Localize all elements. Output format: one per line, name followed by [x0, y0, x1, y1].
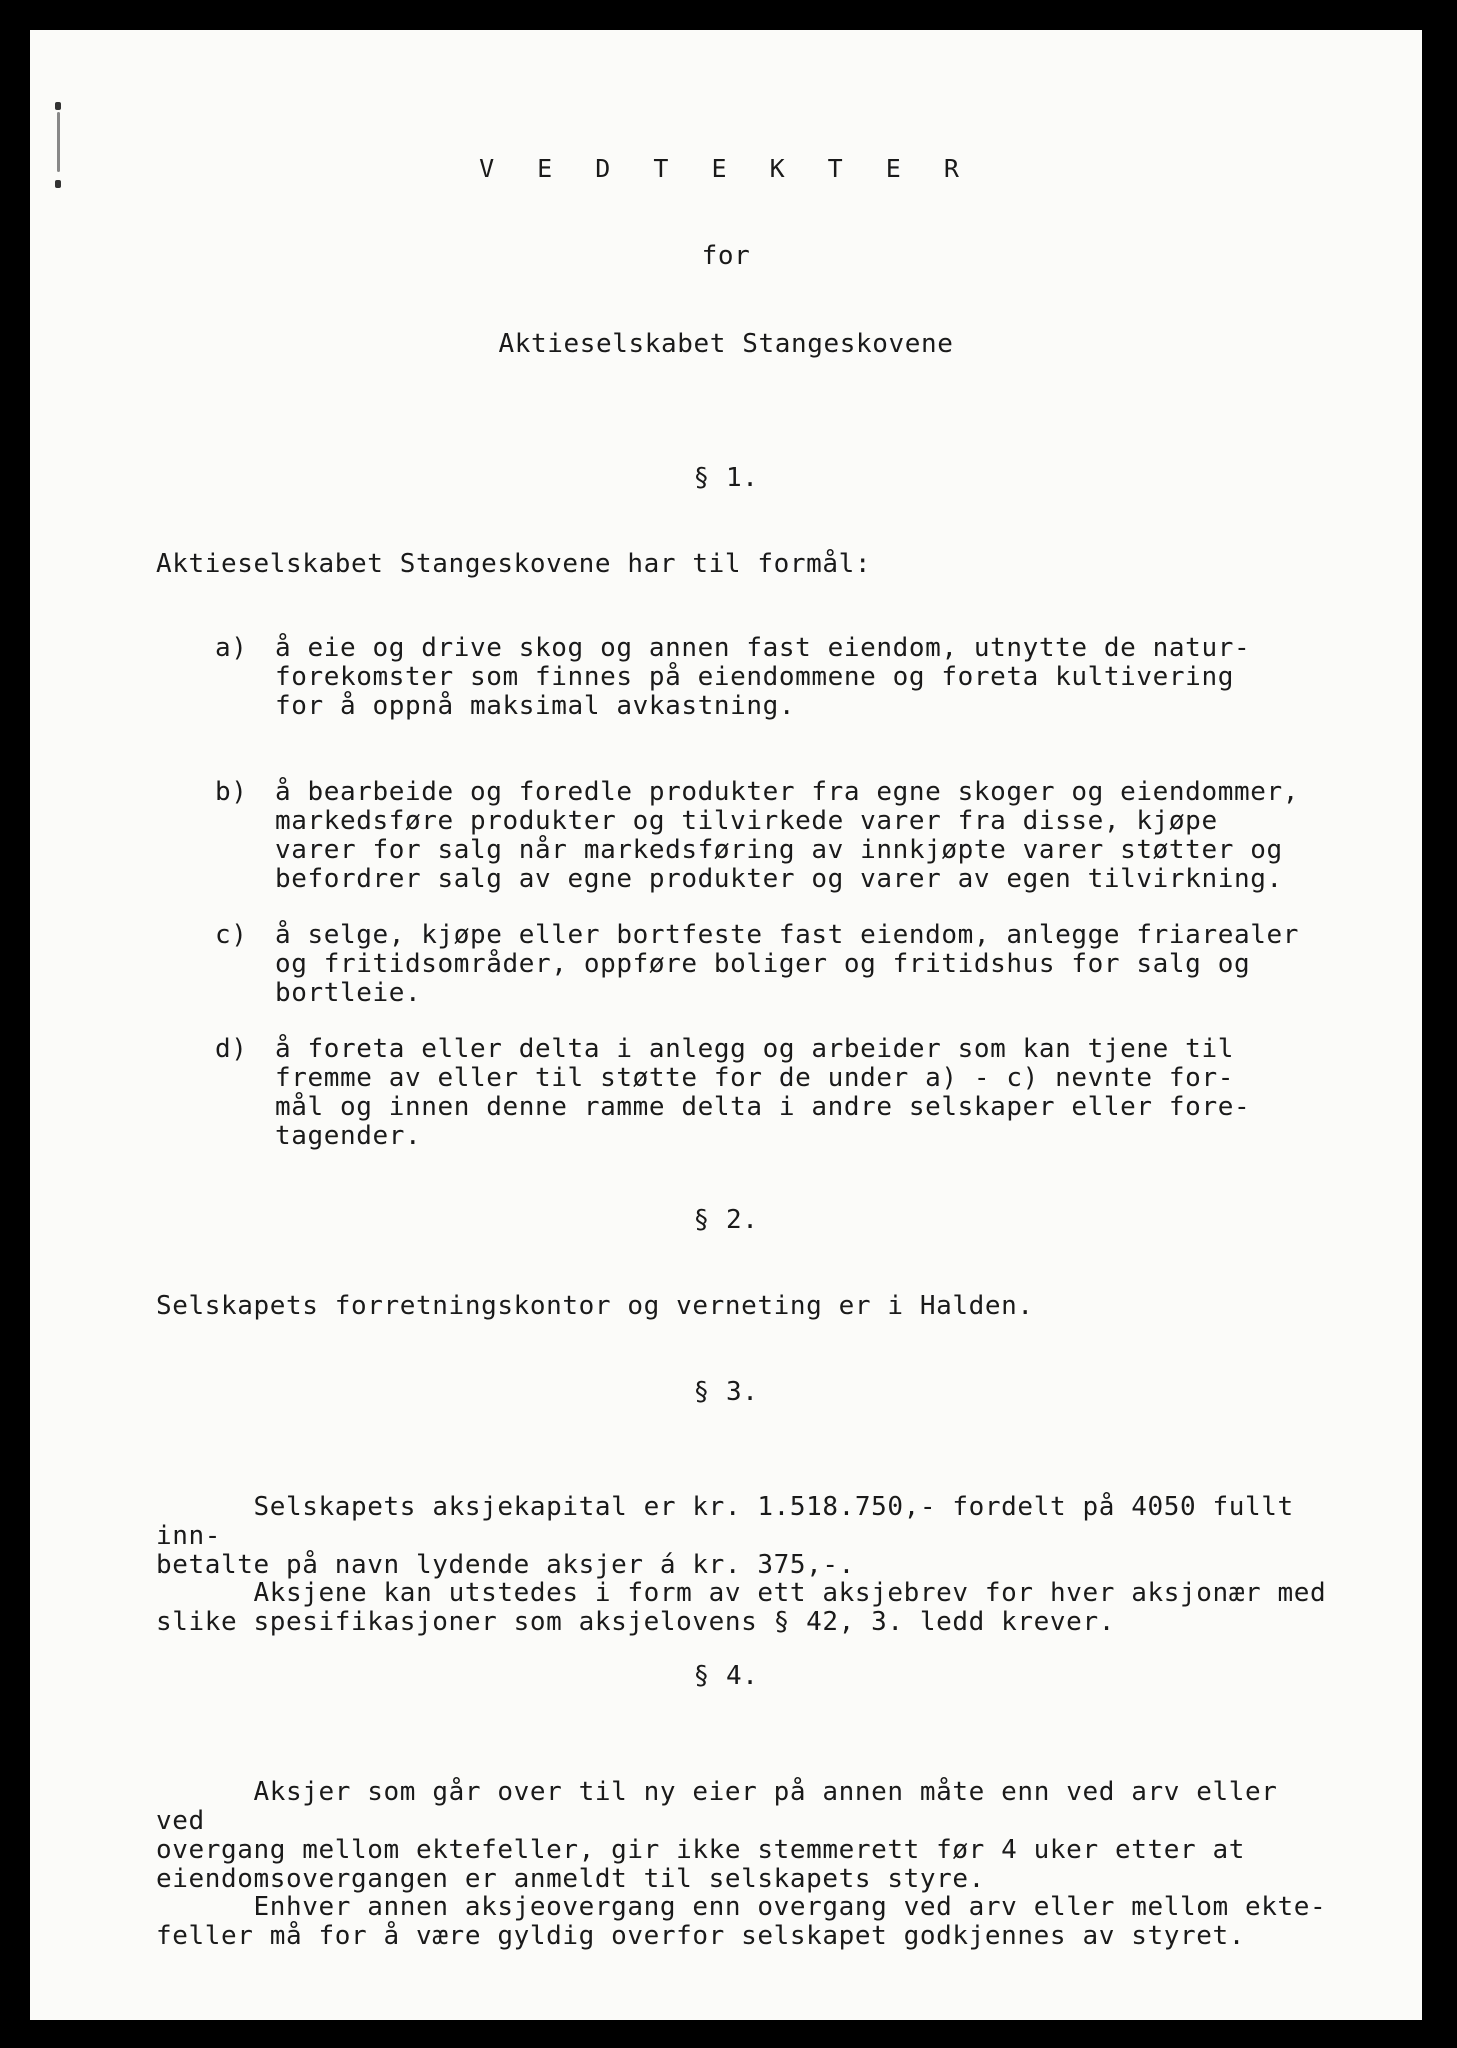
document-subtitle: for	[701, 241, 751, 271]
item-text: å selge, kjøpe eller bortfeste fast eiendom, anlegge friarealer og fritidsområder, oppføre boliger og fritidshus for salg og bortleie.	[275, 920, 1299, 1008]
item-label: c)	[215, 920, 248, 950]
document-title: V E D T E K T E R	[479, 154, 973, 183]
section-4-paragraph-2	[156, 1864, 1336, 1980]
section-4-heading: § 4.	[693, 1661, 759, 1691]
section-3-paragraph-2	[156, 1550, 1336, 1666]
section-1-item-d	[215, 1035, 1365, 1151]
section-3-heading: § 3.	[693, 1377, 759, 1407]
item-label: a)	[215, 633, 248, 663]
document-body	[30, 30, 1422, 2020]
section-2-text: Selskapets forretningskontor og verneting er i Halden.	[156, 1291, 1034, 1321]
item-label: d)	[215, 1034, 248, 1064]
paragraph-text: Aksjene kan utstedes i form av ett aksjebrev for hver aksjonær med slike spesifikasjoner som aksjelovens § 42, 3. ledd krever.	[156, 1578, 1327, 1637]
section-1-item-b	[215, 778, 1365, 894]
item-label: b)	[215, 777, 248, 807]
item-text: å bearbeide og foredle produkter fra egne skoger og eiendommer, markedsføre produkter og tilvirkede varer fra disse, kjøpe varer for salg når markedsføring av innkjøpte varer støtter og befordrer salg av egne produkter og varer av egen tilvirkning.	[275, 777, 1299, 894]
company-name: Aktieselskabet Stangeskovene	[498, 329, 954, 359]
section-1-heading: § 1.	[693, 463, 759, 493]
paragraph-text: Selskapets aksjekapital er kr. 1.518.750,- fordelt på 4050 fullt inn- betalte på navn lydende aksjer á kr. 375,-.	[156, 1492, 1294, 1580]
section-1-intro: Aktieselskabet Stangeskovene har til formål:	[156, 549, 872, 579]
section-1-item-a	[215, 634, 1365, 750]
item-text: å foreta eller delta i anlegg og arbeider som kan tjene til fremme av eller til støtte for de under a) - c) nevnte for- mål og innen denne ramme delta i andre selskaper eller fore- tagender.	[275, 1034, 1251, 1151]
section-1-item-c	[215, 921, 1365, 1037]
section-2-heading: § 2.	[693, 1205, 759, 1235]
paragraph-text: Enhver annen aksjeovergang enn overgang ved arv eller mellom ekte- feller må for å være gyldig overfor selskapet godkjennes av styret.	[156, 1892, 1327, 1951]
document-page	[30, 30, 1422, 2020]
item-text: å eie og drive skog og annen fast eiendom, utnytte de natur- forekomster som finnes på eiendommene og foreta kultivering for å oppnå maksimal avkastning.	[275, 633, 1251, 721]
paragraph-text: Aksjer som går over til ny eier på annen måte enn ved arv eller ved overgang mellom ektefeller, gir ikke stemmerett før 4 uker etter at eiendomsovergangen er anmeldt til selskapets styre.	[156, 1777, 1278, 1894]
